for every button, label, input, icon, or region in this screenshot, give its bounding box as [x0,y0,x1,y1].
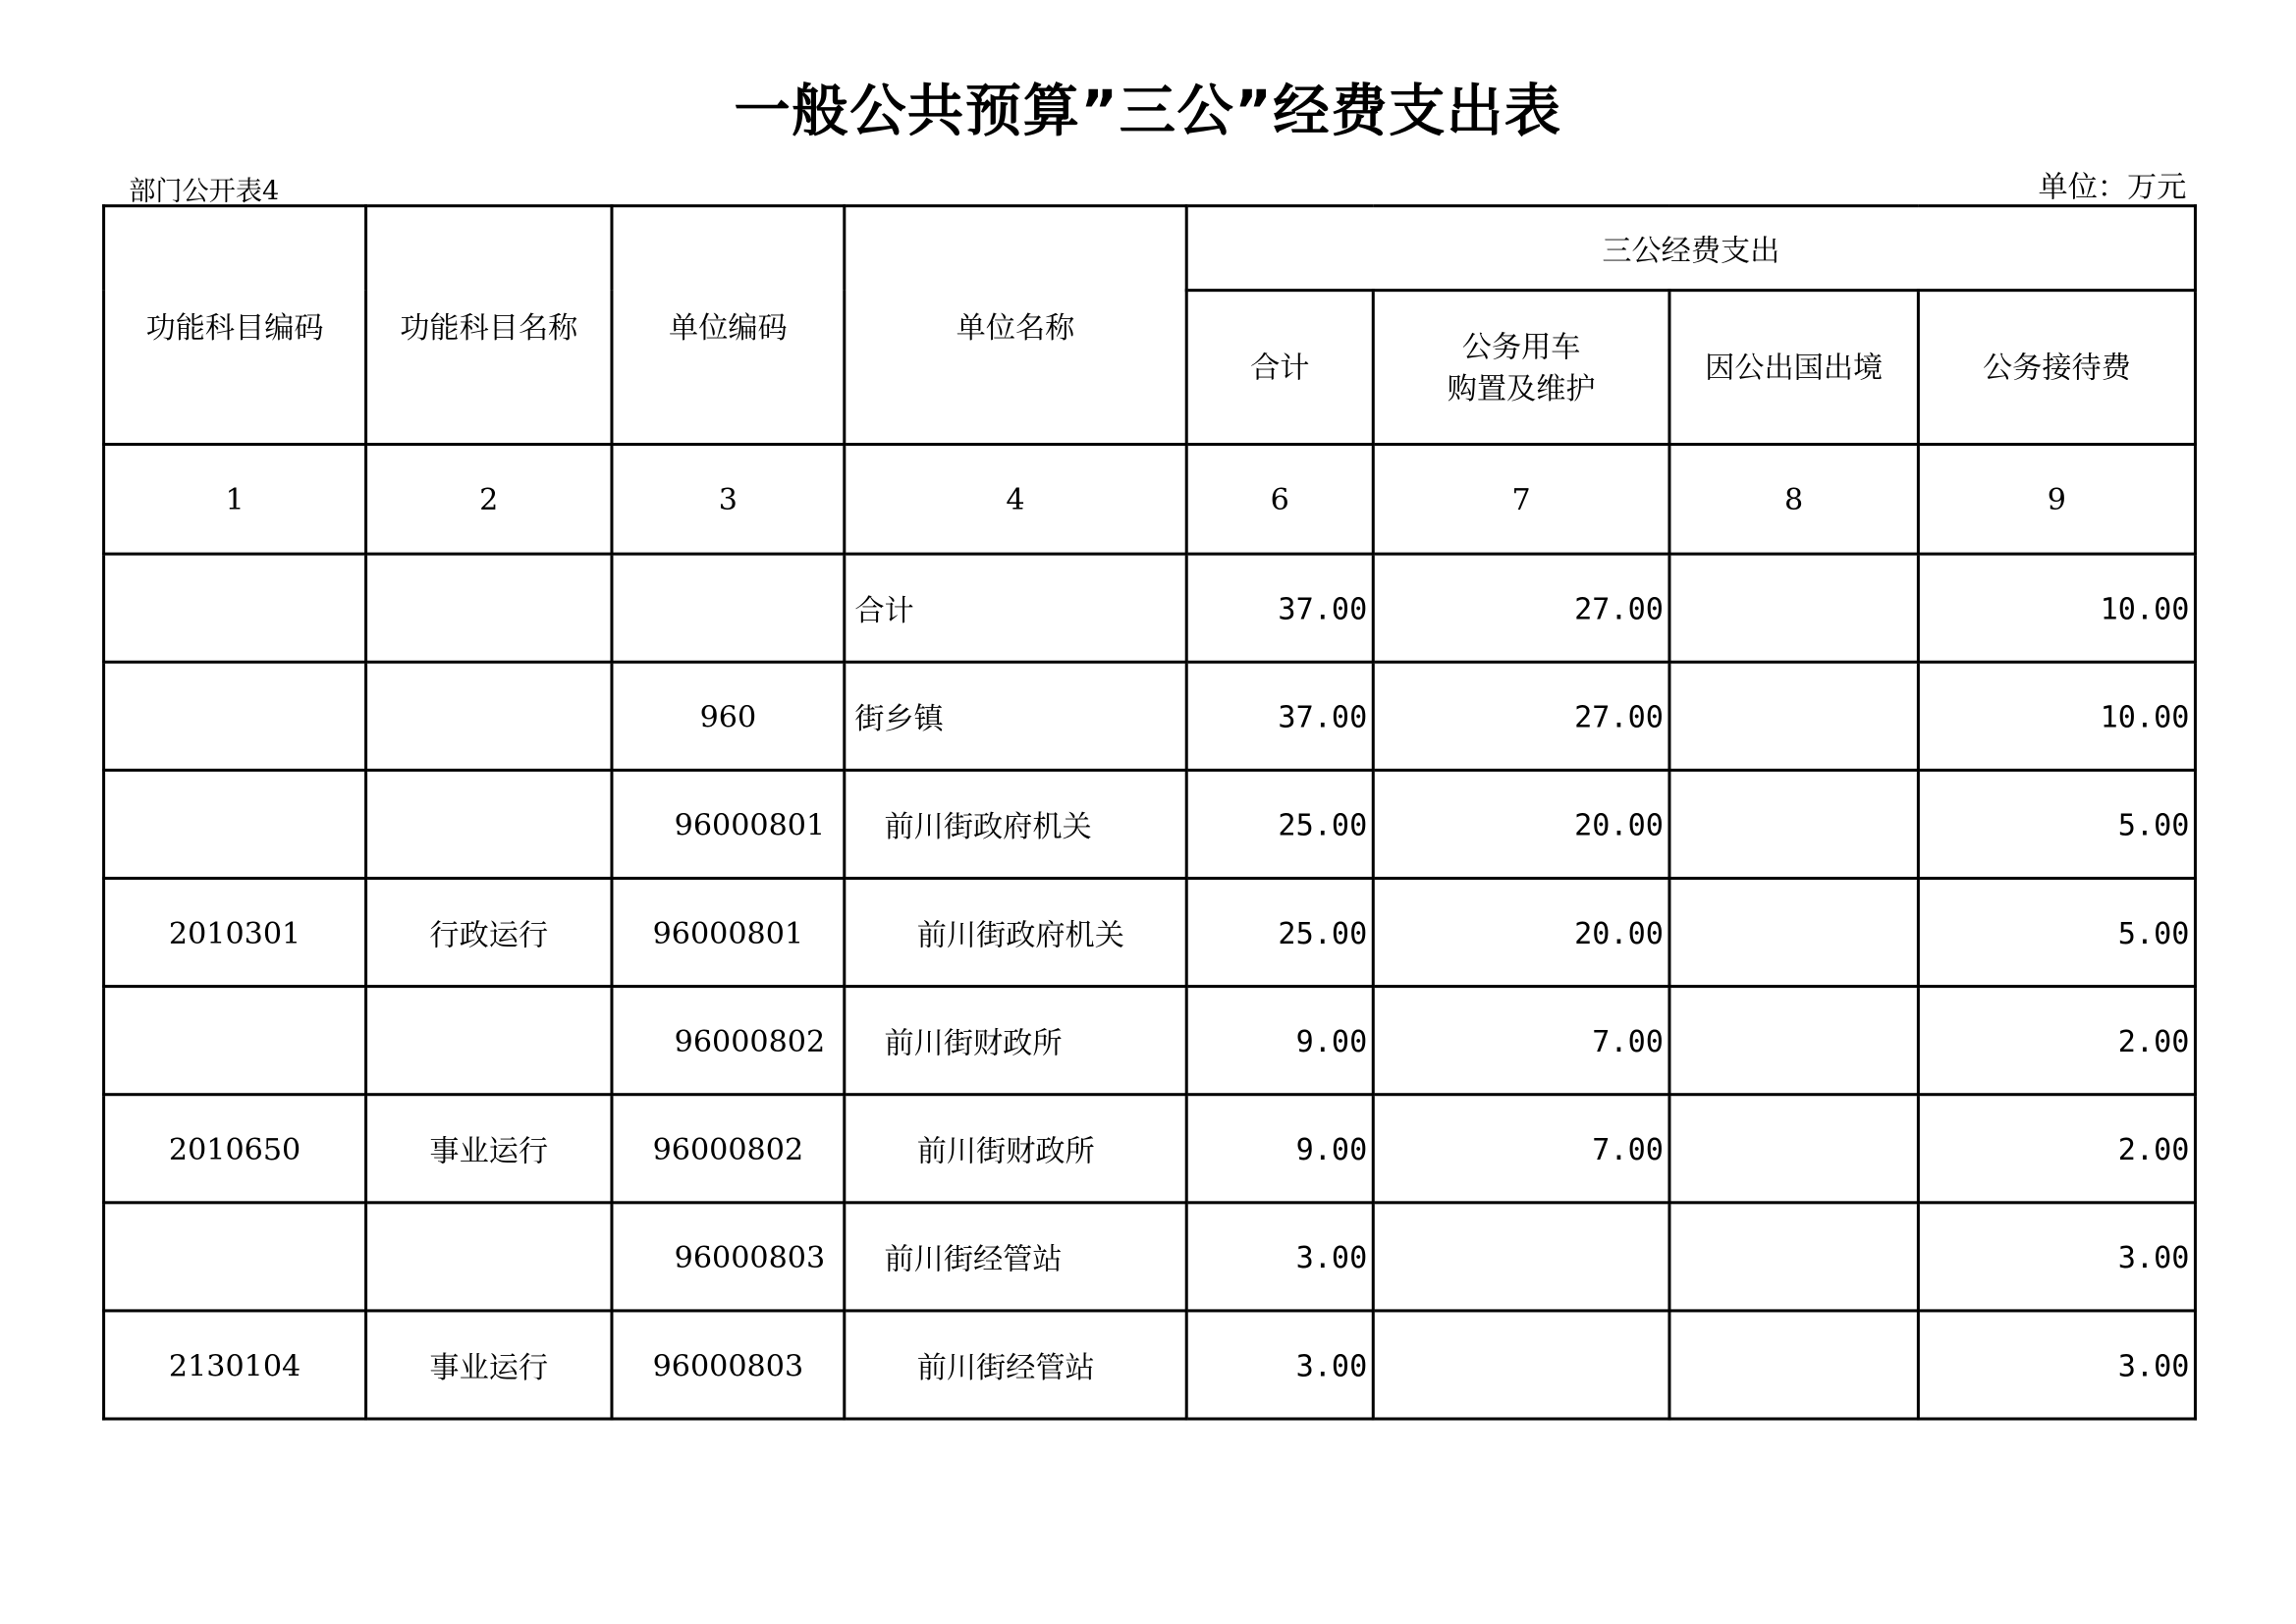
col-num: 4 [845,445,1186,555]
cell-unit-name: 前川街政府机关 [845,878,1186,986]
cell-car: 7.00 [1373,987,1669,1095]
col-num: 6 [1186,445,1373,555]
cell-unit-name: 前川街经管站 [845,1311,1186,1419]
cell-reception: 2.00 [1918,1095,2195,1203]
cell-car: 20.00 [1373,770,1669,878]
cell-total: 37.00 [1186,554,1373,662]
cell-unit-name: 前川街财政所 [845,1095,1186,1203]
cell-unit-code [612,554,845,662]
table-row [104,554,2196,662]
cell-reception: 2.00 [1918,987,2195,1095]
cell-func-name: 事业运行 [366,1095,612,1203]
cell-unit-code: 96000801 [612,770,845,878]
cell-func-name [366,662,612,770]
table-row [104,878,2196,986]
header-car-line1: 公务用车 [1461,328,1581,365]
cell-unit-code: 96000803 [612,1311,845,1419]
header-row-group [104,206,2196,291]
cell-func-code [104,662,366,770]
header-unit-name: 单位名称 [845,206,1186,445]
cell-car: 7.00 [1373,1095,1669,1203]
cell-unit-name: 合计 [845,554,1186,662]
col-num: 7 [1373,445,1669,555]
cell-unit-code: 96000801 [612,878,845,986]
cell-unit-code: 96000803 [612,1203,845,1311]
cell-unit-name: 街乡镇 [845,662,1186,770]
cell-func-name [366,987,612,1095]
cell-total: 25.00 [1186,878,1373,986]
cell-unit-code: 960 [612,662,845,770]
table-row [104,770,2196,878]
cell-func-name [366,770,612,878]
table-row [104,987,2196,1095]
cell-total: 25.00 [1186,770,1373,878]
cell-abroad [1669,1311,1918,1419]
cell-func-code [104,1203,366,1311]
cell-car: 20.00 [1373,878,1669,986]
col-num: 2 [366,445,612,555]
cell-total: 3.00 [1186,1203,1373,1311]
cell-reception: 3.00 [1918,1311,2195,1419]
col-num: 3 [612,445,845,555]
cell-abroad [1669,554,1918,662]
cell-func-code: 2130104 [104,1311,366,1419]
header-func-code: 功能科目编码 [104,206,366,445]
cell-abroad [1669,987,1918,1095]
form-id: 部门公开表4 [129,176,280,208]
cell-car [1373,1311,1669,1419]
col-num: 8 [1669,445,1918,555]
cell-car [1373,1203,1669,1311]
header-car [1373,291,1669,445]
cell-reception: 5.00 [1918,770,2195,878]
header-reception: 公务接待费 [1918,291,2195,445]
cell-reception: 3.00 [1918,1203,2195,1311]
cell-unit-name: 前川街财政所 [845,987,1186,1095]
table-row [104,1311,2196,1419]
column-number-row [104,445,2196,555]
table-row [104,1203,2196,1311]
header-unit-code: 单位编码 [612,206,845,445]
cell-reception: 10.00 [1918,554,2195,662]
cell-unit-name: 前川街经管站 [845,1203,1186,1311]
cell-total: 3.00 [1186,1311,1373,1419]
cell-func-code [104,770,366,878]
cell-func-name: 行政运行 [366,878,612,986]
cell-total: 37.00 [1186,662,1373,770]
cell-func-name [366,1203,612,1311]
cell-reception: 5.00 [1918,878,2195,986]
cell-total: 9.00 [1186,1095,1373,1203]
cell-func-code [104,554,366,662]
col-num: 1 [104,445,366,555]
unit-label: 单位：万元 [2038,168,2187,205]
cell-abroad [1669,662,1918,770]
cell-abroad [1669,1095,1918,1203]
cell-abroad [1669,770,1918,878]
cell-abroad [1669,1203,1918,1311]
header-total: 合计 [1186,291,1373,445]
table-row [104,662,2196,770]
table-row [104,1095,2196,1203]
cell-unit-code: 96000802 [612,1095,845,1203]
report-title: 一般公共预算”三公”经费支出表 [734,78,1562,144]
col-num: 9 [1918,445,2195,555]
cell-abroad [1669,878,1918,986]
cell-total: 9.00 [1186,987,1373,1095]
cell-unit-name: 前川街政府机关 [845,770,1186,878]
expense-table [102,204,2197,1420]
cell-func-code [104,987,366,1095]
cell-func-name [366,554,612,662]
cell-car: 27.00 [1373,554,1669,662]
cell-func-code: 2010650 [104,1095,366,1203]
header-car-line2: 购置及维护 [1447,370,1596,406]
header-abroad: 因公出国出境 [1669,291,1918,445]
cell-car: 27.00 [1373,662,1669,770]
header-func-name: 功能科目名称 [366,206,612,445]
cell-func-code: 2010301 [104,878,366,986]
cell-func-name: 事业运行 [366,1311,612,1419]
cell-unit-code: 96000802 [612,987,845,1095]
header-group-sangong: 三公经费支出 [1186,206,2195,291]
cell-reception: 10.00 [1918,662,2195,770]
